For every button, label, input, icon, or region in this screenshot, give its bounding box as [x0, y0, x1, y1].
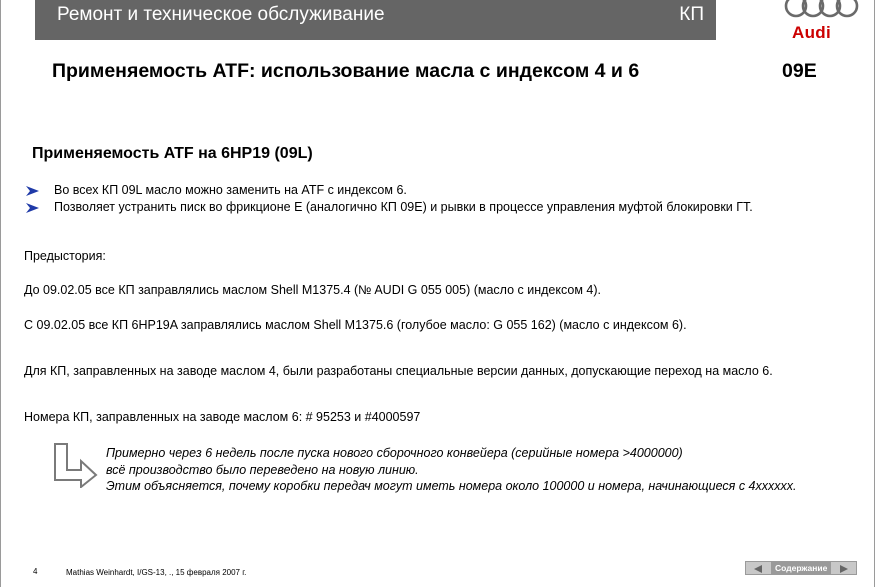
audi-rings-icon: [782, 0, 862, 22]
note-line: всё производство было переведено на новую линию.: [106, 462, 419, 477]
next-button[interactable]: [830, 561, 857, 575]
paragraph-after: С 09.02.05 все КП 6HP19A заправлялись маслом Shell M1375.6 (голубое масло: G 055 162) (масло с индексом 6).: [24, 318, 687, 332]
audi-wordmark: Audi: [792, 23, 831, 42]
note-block: [106, 445, 797, 495]
arrow-bullet-icon: [26, 203, 39, 213]
contents-link[interactable]: Содержание: [772, 561, 830, 575]
header-bar: [35, 0, 716, 40]
paragraph-before: До 09.02.05 все КП заправлялись маслом Shell M1375.4 (№ AUDI G 055 005) (масло с индексом 4).: [24, 283, 601, 297]
list-item: [26, 182, 753, 199]
slide-border-left: [0, 0, 1, 587]
turn-right-arrow-icon: [52, 443, 98, 488]
history-label: Предыстория:: [24, 249, 106, 263]
bullet-text: Во всех КП 09L масло можно заменить на ATF с индексом 6.: [54, 183, 407, 197]
note-line: Этим объясняется, почему коробки передач могут иметь номера около 100000 и номера, начинающиеся с 4xxxxxx.: [106, 479, 797, 493]
footer-author: Mathias Weinhardt, I/GS-13, ., 15 февраля 2007 г.: [66, 568, 247, 577]
audi-logo: [782, 0, 862, 44]
page-title: Применяемость ATF: использование масла с индексом 4 и 6: [52, 60, 640, 82]
previous-button[interactable]: [745, 561, 772, 575]
paragraph-numbers: Номера КП, заправленных на заводе маслом 6: # 95253 и #4000597: [24, 410, 421, 424]
arrow-bullet-icon: [26, 186, 39, 196]
arrow-right-icon: [831, 563, 856, 575]
header-title: Ремонт и техническое обслуживание: [57, 4, 385, 25]
bullet-text: Позволяет устранить писк во фрикционе E (аналогично КП 09E) и рывки в процессе управления муфтой блокировки ГТ.: [54, 200, 753, 214]
slide-border-right: [874, 0, 875, 587]
arrow-left-icon: [746, 563, 771, 575]
paragraph-software: Для КП, заправленных на заводе маслом 4, были разработаны специальные версии данных, допускающие переход на масло 6.: [24, 364, 773, 378]
transmission-code: 09E: [782, 60, 817, 82]
section-heading: Применяемость ATF на 6HP19 (09L): [32, 145, 313, 162]
bullet-list: [26, 182, 753, 216]
page-number: 4: [33, 567, 38, 576]
header-section: КП: [679, 4, 704, 25]
list-item: [26, 199, 753, 216]
note-line: Примерно через 6 недель после пуска нового сборочного конвейера (серийные номера >4000000): [106, 446, 683, 460]
navigation-bar: [745, 561, 857, 575]
